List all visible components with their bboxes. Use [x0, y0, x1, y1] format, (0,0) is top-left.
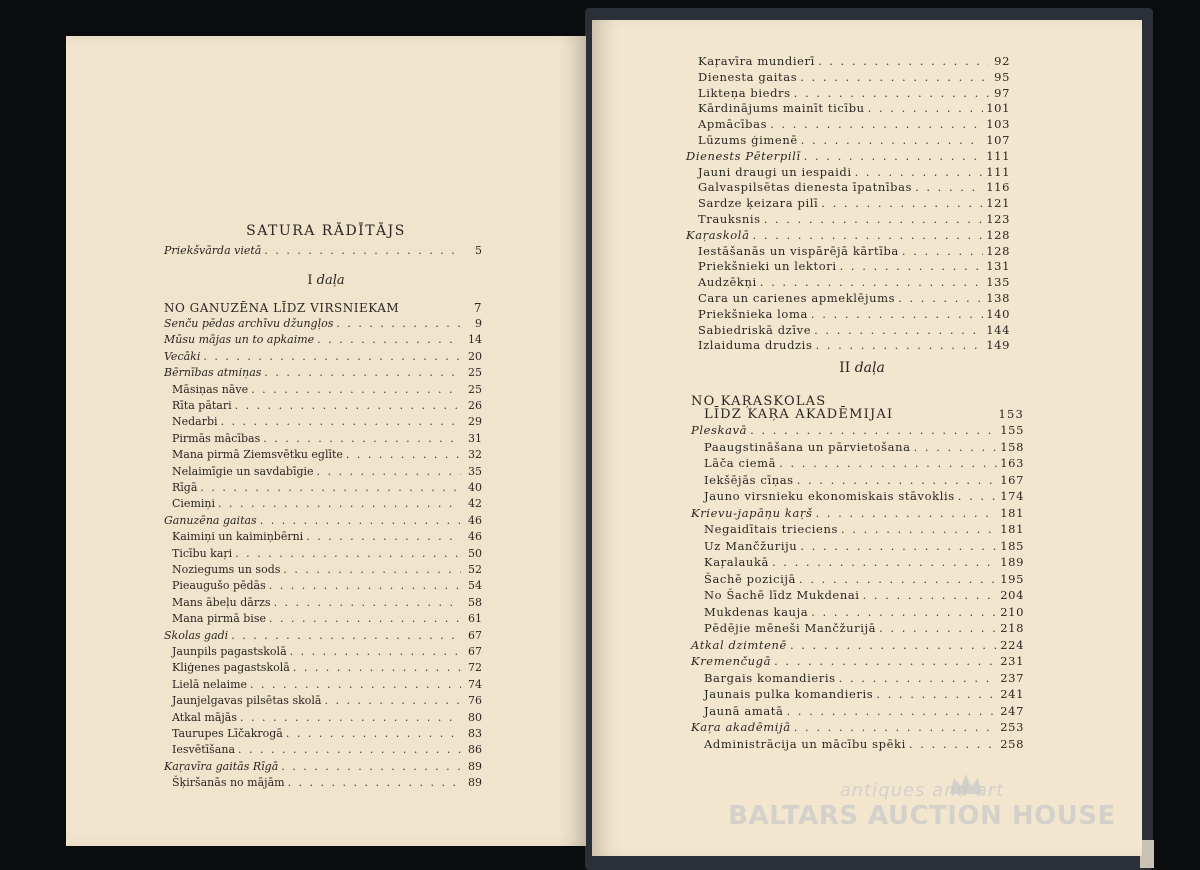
toc-entry-label: Nelaimīgie un savdabīgie [172, 464, 314, 478]
toc-entry-label: Kremenčugā [691, 654, 772, 668]
toc-entry-page: 95 [994, 69, 1010, 84]
toc-entry-label: Kaŗavīra gaitās Rīgā [164, 759, 279, 773]
toc-entry-label: Senču pēdas archīvu džungļos [164, 317, 334, 330]
toc-entry [698, 338, 1010, 353]
toc-entry-page: 103 [986, 117, 1010, 132]
toc-entry-label: Atkal mājās [172, 710, 238, 724]
toc-entry-page: 14 [468, 333, 482, 347]
toc-entry-page: 128 [986, 227, 1010, 242]
toc-entry [704, 671, 1024, 686]
toc-entry [172, 596, 482, 611]
section-title-part-one: NO GANUZĒNA LĪDZ VIRSNIEKAM 7 [164, 301, 482, 315]
toc-entry-page: 26 [468, 399, 482, 412]
toc-entry-page: 25 [468, 382, 482, 396]
leader-dots [815, 338, 983, 352]
toc-entry-page: 58 [468, 595, 482, 609]
toc-entry-page: 50 [468, 546, 482, 560]
toc-entry [698, 54, 1010, 69]
toc-entry-label: Cara un carienes apmeklējums [698, 291, 896, 305]
leader-dots [790, 638, 997, 652]
toc-entry-label: Rīgā [172, 481, 198, 494]
toc-entry [164, 514, 482, 529]
toc-entry-page: 54 [468, 579, 482, 593]
toc-entry-label: Administrācija un mācību spēki [704, 736, 906, 751]
leader-dots [306, 530, 461, 543]
toc-entry-page: 174 [1000, 489, 1024, 503]
leader-dots [251, 383, 461, 396]
right-page [592, 20, 1142, 856]
leader-dots [235, 399, 461, 412]
toc-entry [704, 621, 1024, 636]
toc-entry-page: 135 [986, 275, 1010, 290]
leader-dots [898, 291, 983, 305]
toc-entry-page: 67 [468, 628, 482, 642]
toc-entry-label: Ticību kaŗi [172, 546, 233, 560]
toc-entry [172, 661, 482, 676]
leader-dots [840, 259, 984, 273]
toc-entry-page: 107 [986, 133, 1010, 147]
leader-dots [804, 149, 984, 163]
toc-entry [172, 612, 482, 627]
watermark-brand: BALTARS AUCTION HOUSE [728, 801, 1116, 831]
toc-entry-page: 241 [1000, 687, 1024, 701]
leader-dots [909, 737, 997, 751]
toc-entry [704, 572, 1024, 587]
toc-entry-page: 155 [1000, 423, 1024, 437]
page-edges [1140, 840, 1154, 868]
leader-dots [816, 506, 998, 520]
toc-entry-label: Uz Mančžuriju [704, 538, 798, 553]
toc-entry-label: Iekšējās cīņas [704, 472, 794, 487]
toc-entry-page: 35 [468, 464, 482, 478]
toc-entry-label: Šachē pozicijā [704, 571, 797, 586]
toc-entry [172, 579, 482, 594]
toc-entry-label: Priekšnieki un lektori [698, 259, 837, 274]
toc-entry [704, 522, 1024, 537]
leader-dots [800, 539, 997, 553]
watermark [722, 780, 1122, 831]
leader-dots [235, 547, 461, 560]
toc-entry [172, 399, 482, 414]
leader-dots [221, 415, 461, 428]
toc-entry-label: No Šachē līdz Mukdenai [704, 588, 860, 602]
leader-dots [774, 654, 997, 668]
part-one-heading: I daļa [307, 273, 345, 288]
part-two-heading: II daļa [839, 360, 885, 376]
leader-dots [787, 704, 998, 718]
toc-entry-page: 123 [986, 212, 1010, 226]
toc-entry [698, 133, 1010, 148]
toc-entry [172, 465, 482, 480]
leader-dots [841, 522, 997, 536]
toc-entry-label: Jauni draugi un iespaidi [698, 164, 852, 179]
toc-entry-page: 210 [1000, 604, 1024, 619]
toc-entry-page: 101 [986, 101, 1010, 116]
toc-entry-page: 231 [1000, 654, 1024, 668]
leader-dots [821, 196, 983, 210]
toc-entry-page: 247 [1000, 703, 1024, 718]
toc-entry [704, 555, 1024, 570]
toc-entry-page: 181 [1000, 505, 1024, 520]
toc-entry [164, 350, 482, 365]
leader-dots [203, 350, 461, 363]
leader-dots [281, 760, 461, 773]
toc-entry [172, 678, 482, 693]
toc-entry [698, 180, 1010, 195]
leader-dots [336, 317, 461, 330]
toc-entry [172, 448, 482, 463]
toc-entry-preface: Priekšvārda vietā . . . 5 [164, 244, 482, 259]
leader-dots [240, 711, 461, 724]
toc-entry-label: Paaugstināšana un pārvietošana [704, 439, 911, 454]
toc-title: SATURA RĀDĪTĀJS [246, 223, 406, 239]
leader-dots [811, 605, 997, 619]
leader-dots [200, 481, 461, 494]
toc-entry-page: 67 [468, 645, 482, 658]
toc-entry [172, 530, 482, 545]
toc-entry-page: 224 [1000, 637, 1024, 652]
leader-dots [218, 497, 461, 510]
toc-entry [691, 654, 1024, 669]
section-title-part-two-line2: LĪDZ KAŖA AKADĒMIJAI 153 [704, 407, 1024, 422]
leader-dots [317, 465, 461, 478]
toc-entry-label: Sardze ķeizara pilī [698, 196, 819, 211]
leader-dots [760, 275, 983, 289]
toc-entry [698, 196, 1010, 211]
leader-dots [753, 228, 984, 242]
toc-entry-label: Jaunā amatā [704, 703, 784, 718]
toc-entry-page: 20 [468, 349, 482, 363]
toc-entry [172, 481, 482, 496]
toc-entry-label: Audzēkņi [698, 275, 757, 290]
toc-entry [704, 489, 1024, 504]
section-title-part-two-line1: NO KAŖASKOLAS [691, 394, 827, 409]
toc-entry [704, 456, 1024, 471]
toc-entry-page: 163 [1000, 456, 1024, 470]
toc-entry-page: 29 [468, 415, 482, 429]
leader-dots [293, 661, 461, 674]
toc-entry-label: Kliģenes pagastskolā [172, 661, 290, 675]
leader-dots [914, 440, 998, 454]
toc-entry-page: 131 [986, 259, 1010, 274]
toc-entry-label: Kaŗalaukā [704, 555, 769, 569]
toc-entry-label: Priekšnieka loma [698, 306, 808, 321]
toc-entry-label: Mukdenas kauja [704, 604, 809, 619]
toc-entry-label: Lūzums ģimenē [698, 133, 798, 147]
leader-dots [839, 671, 998, 685]
toc-entry-page: 144 [986, 322, 1010, 337]
leader-dots [346, 448, 461, 461]
toc-entry [698, 307, 1010, 322]
toc-entry-page: 158 [1000, 439, 1024, 454]
toc-entry-page: 61 [468, 612, 482, 626]
toc-entry [698, 275, 1010, 290]
toc-entry-page: 121 [986, 196, 1010, 211]
leader-dots [811, 307, 983, 321]
toc-entry-label: Lāča ciemā [704, 456, 777, 470]
toc-entry-label: Pirmās mācības [172, 431, 261, 445]
toc-entry [704, 473, 1024, 488]
toc-entry-page: 74 [468, 677, 482, 691]
toc-entry [164, 366, 482, 381]
toc-entry-label: Jaunpils pagastskolā [172, 645, 287, 658]
toc-entry-label: Jaunjelgavas pilsētas skolā [172, 694, 322, 708]
toc-entry [172, 776, 482, 791]
toc-entry-label: Taurupes Līčakrogā [172, 727, 283, 740]
toc-entry [698, 291, 1010, 306]
toc-entry-label: Ciemiņi [172, 497, 215, 511]
toc-entry-page: 253 [1000, 720, 1024, 734]
toc-entry-label: Kaŗa akadēmijā [691, 720, 791, 734]
leader-dots [288, 776, 461, 789]
toc-entry-label: Apmācības [698, 117, 768, 132]
toc-entry-label: Rīta pātari [172, 399, 232, 412]
toc-entry [164, 629, 482, 644]
leader-dots [260, 514, 461, 527]
leader-dots [772, 555, 997, 569]
toc-entry [164, 317, 482, 332]
toc-entry [172, 563, 482, 578]
toc-entry-page: 42 [468, 497, 482, 511]
toc-entry [698, 117, 1010, 132]
toc-entry-label: Galvaspilsētas dienesta īpatnības [698, 180, 913, 195]
toc-entry [698, 212, 1010, 227]
toc-entry-label: Pieaugušo pēdās [172, 579, 266, 593]
leader-dots [818, 54, 989, 68]
toc-entry-label: Pleskavā [691, 423, 748, 437]
toc-entry-page: 140 [986, 306, 1010, 321]
toc-entry-label: Kaŗavīra mundierī [698, 54, 815, 68]
leader-dots [799, 572, 997, 586]
toc-entry [691, 638, 1024, 653]
toc-entry-page: 25 [468, 366, 482, 380]
toc-entry-label: Lielā nelaime [172, 677, 248, 691]
toc-entry-page: 76 [468, 694, 482, 708]
toc-entry [172, 711, 482, 726]
leader-dots [902, 244, 983, 258]
leader-dots [794, 720, 998, 734]
leader-dots [269, 579, 461, 592]
toc-entry-label: Sabiedriskā dzīve [698, 322, 812, 337]
leader-dots [274, 596, 461, 609]
toc-entry [172, 497, 482, 512]
toc-entry-label: Ganuzēna gaitas [164, 513, 257, 527]
leader-dots [958, 489, 997, 503]
toc-entry [172, 727, 482, 742]
leader-dots [868, 101, 984, 115]
toc-entry-page: 83 [468, 727, 482, 740]
leader-dots [794, 86, 989, 100]
toc-entry-label: Jauno virsnieku ekonomiskais stāvoklis [704, 489, 955, 503]
toc-entry-page: 72 [468, 661, 482, 675]
left-page [66, 36, 586, 846]
watermark-tagline: antiques and art [839, 780, 1005, 801]
toc-entry [698, 165, 1010, 180]
toc-entry [172, 645, 482, 660]
toc-entry-page: 80 [468, 710, 482, 724]
toc-entry-page: 40 [468, 481, 482, 494]
toc-entry-label: Mūsu mājas un to apkaime [164, 333, 315, 347]
toc-entry-page: 46 [468, 513, 482, 527]
toc-entry [704, 737, 1024, 752]
toc-entry-label: Nedarbi [172, 415, 218, 429]
toc-entry-page: 181 [1000, 522, 1024, 536]
toc-entry [704, 440, 1024, 455]
toc-entry-label: Skolas gadi [164, 628, 229, 642]
toc-entry [698, 259, 1010, 274]
leader-dots [231, 629, 461, 642]
toc-entry-label: Pēdējie mēneši Mančžurijā [704, 621, 877, 635]
toc-entry-page: 185 [1000, 538, 1024, 553]
leader-dots [269, 612, 461, 625]
toc-entry [704, 539, 1024, 554]
leader-dots [863, 588, 998, 602]
toc-entry-page: 195 [1000, 571, 1024, 586]
toc-entry [698, 101, 1010, 116]
toc-entry-label: Iesvētīšana [172, 743, 236, 757]
toc-entry-page: 218 [1000, 621, 1024, 635]
toc-entry-label: Mana pirmā bise [172, 612, 266, 626]
toc-entry [172, 547, 482, 562]
toc-entry-page: 52 [468, 563, 482, 576]
toc-entry-page: 138 [986, 291, 1010, 305]
leader-dots [263, 432, 461, 445]
toc-entry-page: 189 [1000, 555, 1024, 569]
leader-dots [800, 70, 989, 84]
toc-entry-label: Dienests Pēterpilī [686, 148, 801, 163]
toc-entry-label: Bargais komandieris [704, 670, 836, 685]
toc-entry [164, 333, 482, 348]
toc-entry-page: 9 [475, 317, 482, 330]
toc-entry-page: 97 [994, 85, 1010, 100]
toc-entry [172, 432, 482, 447]
toc-entry-page: 111 [986, 148, 1010, 163]
toc-entry [698, 70, 1010, 85]
toc-entry-label: Negaidītais trieciens [704, 522, 838, 536]
leader-dots [286, 727, 461, 740]
leader-dots [915, 180, 983, 194]
toc-entry-label: Likteņa biedrs [698, 85, 791, 100]
leader-dots [801, 133, 984, 147]
toc-entry-label: Atkal dzimtenē [691, 637, 787, 652]
toc-entry-label: Māsiņas nāve [172, 382, 249, 396]
toc-entry-page: 128 [986, 243, 1010, 258]
toc-entry [172, 383, 482, 398]
toc-entry [704, 687, 1024, 702]
toc-entry-page: 46 [468, 530, 482, 544]
toc-entry [704, 588, 1024, 603]
toc-entry-label: Jaunais pulka komandieris [704, 687, 874, 701]
leader-dots [876, 687, 997, 701]
leader-dots [770, 117, 983, 131]
toc-entry-page: 149 [986, 338, 1010, 353]
toc-entry-page: 116 [986, 180, 1010, 195]
toc-entry [691, 506, 1024, 521]
toc-entry-label: Kārdinājums mainīt ticību [698, 101, 865, 116]
toc-entry-page: 167 [1000, 472, 1024, 487]
leader-dots [855, 165, 984, 179]
toc-entry [172, 694, 482, 709]
toc-entry-label: Šķiršanās no mājām [172, 776, 285, 790]
leader-dots [238, 743, 461, 756]
leader-dots [797, 473, 998, 487]
leader-dots [779, 456, 997, 470]
toc-entry [704, 605, 1024, 620]
toc-entry-label: Mans ābeļu dārzs [172, 595, 271, 609]
toc-entry [691, 423, 1024, 438]
toc-entry-label: Kaŗaskolā [686, 227, 750, 242]
toc-entry [704, 704, 1024, 719]
toc-entry-page: 237 [1000, 670, 1024, 685]
toc-entry [172, 743, 482, 758]
toc-entry [172, 415, 482, 430]
toc-entry-label: Dienesta gaitas [698, 69, 798, 84]
toc-entry [698, 244, 1010, 259]
leader-dots [879, 621, 997, 635]
toc-entry-page: 89 [468, 776, 482, 790]
leader-dots [283, 563, 461, 576]
toc-entry-label: Krievu-japāņu kaŗš [691, 505, 813, 520]
toc-entry-label: Bērnības atmiņas [164, 366, 262, 380]
toc-entry-page: 31 [468, 431, 482, 445]
toc-entry-page: 89 [468, 759, 482, 773]
leader-dots [290, 645, 461, 658]
toc-entry-label: Vecāki [164, 349, 201, 363]
toc-entry-label: Iestāšanās un vispārējā kārtība [698, 243, 899, 258]
toc-entry-label: Izlaiduma drudzis [698, 338, 813, 353]
leader-dots [814, 323, 983, 337]
toc-entry [691, 720, 1024, 735]
leader-dots [250, 678, 461, 691]
toc-entry [698, 86, 1010, 101]
leader-dots [324, 694, 461, 707]
toc-entry [686, 228, 1010, 243]
toc-entry-page: 204 [1000, 588, 1024, 602]
leader-dots [750, 423, 997, 437]
leader-dots [764, 212, 984, 226]
toc-entry [698, 323, 1010, 338]
toc-entry-page: 258 [1000, 736, 1024, 751]
toc-entry [686, 149, 1010, 164]
toc-entry-label: Mana pirmā Ziemsvētku eglīte [172, 448, 343, 462]
leader-dots [264, 366, 461, 379]
toc-entry-page: 111 [986, 164, 1010, 179]
toc-entry-page: 86 [468, 743, 482, 757]
toc-entry-page: 32 [468, 448, 482, 462]
toc-entry [164, 760, 482, 775]
toc-entry-label: Trauksnis [698, 212, 761, 226]
leader-dots [317, 333, 461, 346]
toc-entry-page: 92 [994, 54, 1010, 68]
toc-entry-label: Noziegums un sods [172, 563, 281, 576]
toc-entry-label: Kaimiņi un kaimiņbērni [172, 530, 304, 544]
